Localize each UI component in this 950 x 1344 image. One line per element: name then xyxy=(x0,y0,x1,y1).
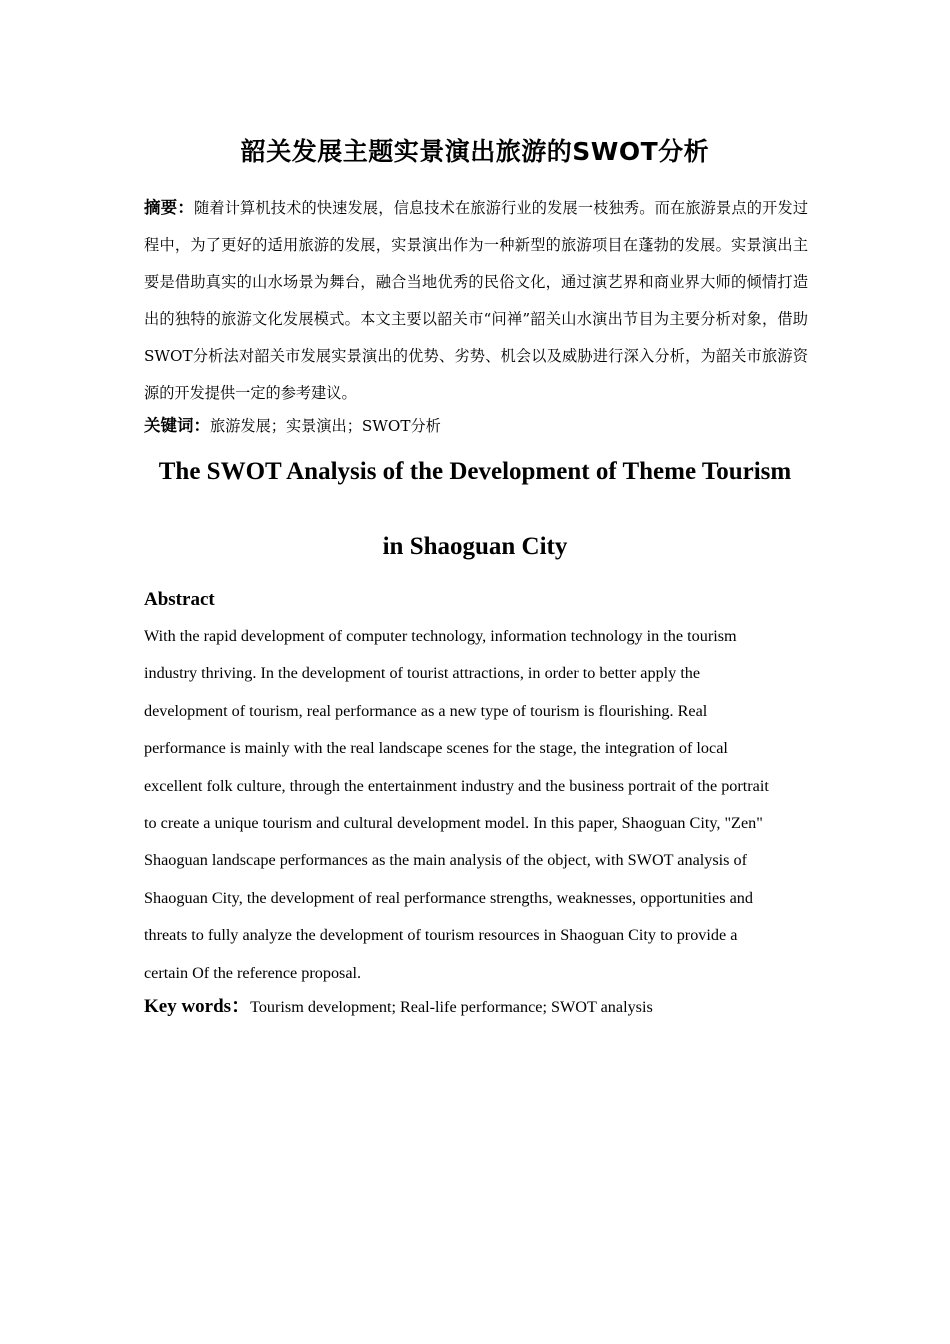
chinese-keywords xyxy=(144,409,808,443)
english-keywords-text: Tourism development; Real-life performance; SWOT analysis xyxy=(250,998,653,1016)
english-keywords-label: Key words： xyxy=(144,996,251,1017)
english-abstract-heading: Abstract xyxy=(144,589,215,610)
english-abstract-line: development of tourism, real performance as a new type of tourism is flourishing. Real xyxy=(144,701,708,720)
english-abstract-line: industry thriving. In the development of tourist attractions, in order to better apply the xyxy=(144,664,701,683)
english-abstract-line: With the rapid development of computer technology, information technology in the tourism xyxy=(144,627,737,645)
english-abstract-line: excellent folk culture, through the entertainment industry and the business portrait of the portrait xyxy=(144,776,769,795)
chinese-keywords-text: 旅游发展；实景演出；SWOT分析 xyxy=(210,417,441,435)
chinese-keywords-label: 关键词： xyxy=(144,416,210,435)
chinese-abstract-label: 摘要： xyxy=(144,198,194,217)
english-title-line-2: in Shaoguan City xyxy=(382,533,568,560)
english-abstract xyxy=(144,618,808,992)
english-title-line-1: The SWOT Analysis of the Development of Theme Tourism xyxy=(158,458,792,485)
english-abstract-line: threats to fully analyze the development of tourism resources in Shaoguan City to provide a xyxy=(144,926,738,945)
english-keywords xyxy=(144,991,808,1023)
chinese-title: 韶关发展主题实景演出旅游的SWOT分析 xyxy=(240,137,710,166)
chinese-abstract-text: 随着计算机技术的快速发展，信息技术在旅游行业的发展一枝独秀。而在旅游景点的开发过程中，为了更好的适用旅游的发展，实景演出作为一种新型的旅游项目在蓬勃的发展。实景演出主要是借助真实的山水场景为舞台，融合当地优秀的民俗文化，通过演艺界和商业界大师的倾情打造出的独特的旅游文化发展模式。本文主要以韶关市“问禅”韶关山水演出节目为主要分析对象，借助SWOT分析法对韶关市发展实景演出的优势、劣势、机会以及威胁进行深入分析，为韶关市旅游资源的开发提供一定的参考建议。 xyxy=(144,199,808,402)
english-abstract-line: certain Of the reference proposal. xyxy=(144,963,362,982)
chinese-abstract xyxy=(144,189,808,412)
english-title xyxy=(0,453,950,565)
english-abstract-line: to create a unique tourism and cultural development model. In this paper, Shaoguan City, "Zen" xyxy=(144,814,763,833)
english-abstract-line: Shaoguan landscape performances as the main analysis of the object, with SWOT analysis of xyxy=(144,851,747,870)
english-abstract-line: Shaoguan City, the development of real performance strengths, weaknesses, opportunities and xyxy=(144,888,753,907)
english-abstract-line: performance is mainly with the real landscape scenes for the stage, the integration of local xyxy=(144,739,728,758)
